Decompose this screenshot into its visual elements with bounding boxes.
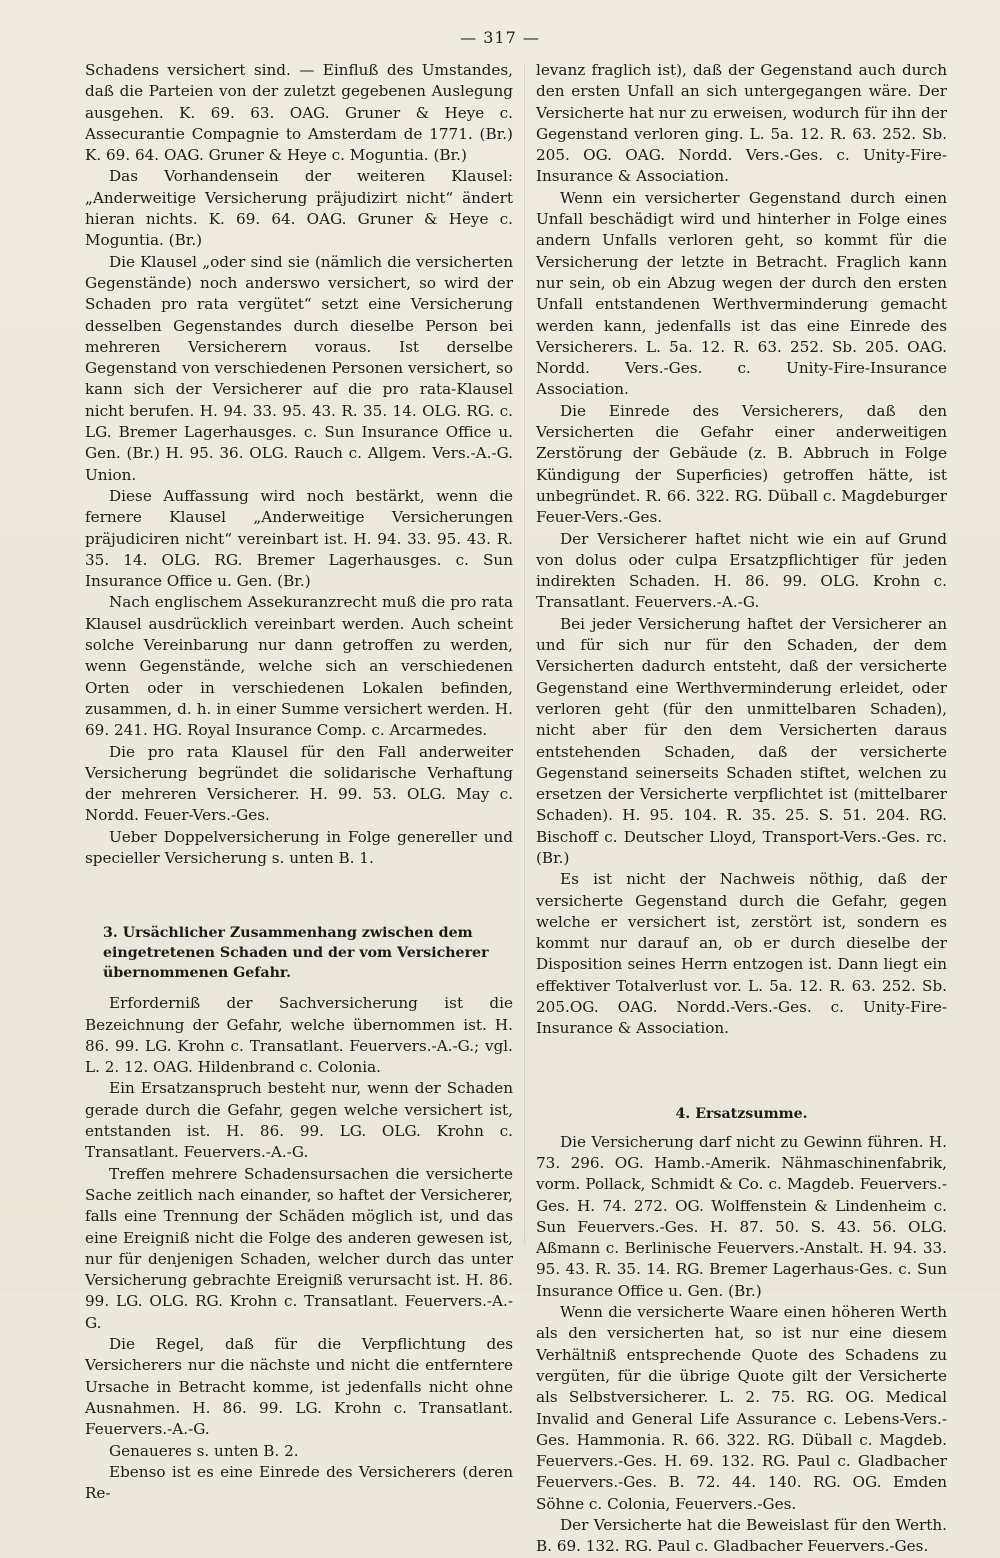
paragraph: Es ist nicht der Nachweis nöthig, daß der versicherte Gegenstand durch die Gefahr, gegen welche er versichert ist, zerstört ist, sondern es kommt nur darauf an, ob er durch dieselbe der Disposition seines Herrn entzogen ist. Dann liegt ein effektiver Totalverlust vor. L. 5a. 12. R. 63. 252. Sb. 205.OG. OAG. Nordd.-Vers.-Ges. c. Unity-Fire-Insurance & Association. xyxy=(536,870,947,1038)
section-spacer xyxy=(536,1040,947,1104)
paragraph: Ein Ersatzanspruch besteht nur, wenn der Schaden gerade durch die Gefahr, gegen welche versichert ist, entstanden ist. H. 86. 99. LG. OLG. Krohn c. Transatlant. Feuervers.-A.-G. xyxy=(85,1079,513,1162)
paragraph: Ebenso ist es eine Einrede des Versicherers (deren Re- xyxy=(85,1462,513,1503)
paragraph: Treffen mehrere Schadensursachen die versicherte Sache zeitlich nach einander, so haftet der Versicherer, falls eine Trennung der Schäden möglich ist, und das eine Ereigniß nicht die Folge des anderen gewesen ist, nur für denjenigen Schaden, welcher durch das unter Versicherung gebrachte Ereigniß verursacht ist. H. 86. 99. LG. OLG. RG. Krohn c. Transatlant. Feuervers.-A.-G. xyxy=(85,1164,513,1332)
section-spacer xyxy=(85,869,513,923)
paragraph: Nach englischem Assekuranzrecht muß die pro rata Klausel ausdrücklich vereinbart werden. Auch scheint solche Vereinbarung nur dann getroffen zu werden, wenn Gegenstände, welche sich an verschiedenen Orten oder in verschiedenen Lokalen befinden, zusammen, d. h. in einer Summe versichert werden. H. 69. 241. HG. Royal Insurance Comp. c. Arcarmedes. xyxy=(85,593,513,740)
paragraph: levanz fraglich ist), daß der Gegenstand auch durch den ersten Unfall an sich untergegangen wäre. Der Versicherte hat nur zu erweisen, wodurch für ihn der Gegenstand verloren ging. L. 5a. 12. R. 63. 252. Sb. 205. OG. OAG. Nordd. Vers.-Ges. c. Unity-Fire-Insurance & Association. xyxy=(536,61,947,186)
paragraph: Die Einrede des Versicherers, daß den Versicherten die Gefahr einer anderweitigen Zerstörung der Gebäude (z. B. Abbruch in Folge Kündigung der Superficies) getroffen hätte, ist unbegründet. R. 66. 322. RG. Düball c. Magdeburger Feuer-Vers.-Ges. xyxy=(536,401,947,527)
paragraph: Die pro rata Klausel für den Fall anderweiter Versicherung begründet die solidarische Verhaftung der mehreren Versicherer. H. 99. 53. OLG. May c. Nordd. Feuer-Vers.-Ges. xyxy=(85,742,513,825)
paragraph: Wenn die versicherte Waare einen höheren Werth als den versicherten hat, so ist nur eine diesem Verhältniß entsprechende Quote des Schadens zu vergüten, für die übrige Quote gilt der Versicherte als Selbstversicherer. L. 2. 75. RG. OG. Medical Invalid and General Life Assurance c. Lebens-Vers.-Ges. Hammonia. R. 66. 322. RG. Düball c. Magdeb. Feuervers.-Ges. H. 69. 132. RG. Paul c. Gladbacher Feuervers.-Ges. B. 72. 44. 140. RG. OG. Emden Söhne c. Colonia, Feuervers.-Ges. xyxy=(536,1303,947,1513)
paragraph: Ueber Doppelversicherung in Folge genereller und specieller Versicherung s. unten B. 1. xyxy=(85,827,513,867)
right-column xyxy=(536,60,947,1558)
page-number: — 317 — xyxy=(460,28,540,47)
section-heading: 3. Ursächlicher Zusammenhang zwischen dem eingetretenen Schaden und der vom Versicherer übernommenen Gefahr. xyxy=(103,925,489,982)
column-divider xyxy=(524,64,525,1244)
paragraph: Bei jeder Versicherung haftet der Versicherer an und für sich nur für den Schaden, der dem Versicherten dadurch entsteht, daß der versicherte Gegenstand eine Werthverminderung erleidet, oder verloren geht (für den unmittelbaren Schaden), nicht aber für den dem Versicherten daraus entstehenden Schaden, daß der versicherte Gegenstand seinerseits Schaden stiftet, welchen zu ersetzen der Versicherte verpflichtet ist (mittelbarer Schaden). H. 95. 104. R. 35. 25. S. 51. 204. RG. Bischoff c. Deutscher Lloyd, Transport-Vers.-Ges. rc. (Br.) xyxy=(536,614,947,867)
section-heading: 4. Ersatzsumme. xyxy=(675,1105,808,1122)
paragraph: Wenn ein versicherter Gegenstand durch einen Unfall beschädigt wird und hinterher in Folge eines andern Unfalls verloren geht, so kommt für die Versicherung der letzte in Betracht. Fraglich kann nur sein, ob ein Abzug wegen der durch den ersten Unfall entstandenen Werthverminderung gemacht werden kann, jedenfalls ist das eine Einrede des Versicherers. L. 5a. 12. R. 63. 252. Sb. 205. OAG. Nordd. Vers.-Ges. c. Unity-Fire-Insurance Association. xyxy=(536,188,947,399)
left-column xyxy=(85,60,513,1504)
paragraph: Das Vorhandensein der weiteren Klausel: „Anderweitige Versicherung präjudizirt nicht“ ändert hieran nichts. K. 69. 64. OAG. Gruner & Heye c. Moguntia. (Br.) xyxy=(85,167,513,250)
paragraph: Genaueres s. unten B. 2. xyxy=(109,1441,299,1460)
paragraph: Die Klausel „oder sind sie (nämlich die versicherten Gegenstände) noch anderswo versichert, so wird der Schaden pro rata vergütet“ setzt eine Versicherung desselben Gegenstandes durch dieselbe Person bei mehreren Versicherern voraus. Ist derselbe Gegenstand von verschiedenen Personen versichert, so kann sich der Versicherer auf die pro rata-Klausel nicht berufen. H. 94. 33. 95. 43. R. 35. 14. OLG. RG. c. LG. Bremer Lagerhausges. c. Sun Insurance Office u. Gen. (Br.) H. 95. 36. OLG. Rauch c. Allgem. Vers.-A.-G. Union. xyxy=(85,252,513,484)
paragraph: Erforderniß der Sachversicherung ist die Bezeichnung der Gefahr, welche übernommen ist. H. 86. 99. LG. Krohn c. Transatlant. Feuervers.-A.-G.; vgl. L. 2. 12. OAG. Hildenbrand c. Colonia. xyxy=(85,994,513,1077)
paragraph: Der Versicherer haftet nicht wie ein auf Grund von dolus oder culpa Ersatzpflichtiger für jeden indirekten Schaden. H. 86. 99. OLG. Krohn c. Transatlant. Feuervers.-A.-G. xyxy=(536,529,947,612)
paragraph: Der Versicherte hat die Beweislast für den Werth. B. 69. 132. RG. Paul c. Gladbacher Feuervers.-Ges. xyxy=(536,1516,947,1556)
paragraph: Die Regel, daß für die Verpflichtung des Versicherers nur die nächste und nicht die entferntere Ursache in Betracht komme, ist jedenfalls nicht ohne Ausnahmen. H. 86. 99. LG. Krohn c. Transatlant. Feuervers.-A.-G. xyxy=(85,1335,513,1439)
paragraph: Die Versicherung darf nicht zu Gewinn führen. H. 73. 296. OG. Hamb.-Amerik. Nähmaschinenfabrik, vorm. Pollack, Schmidt & Co. c. Magdeb. Feuervers.-Ges. H. 74. 272. OG. Wolffenstein & Lindenheim c. Sun Feuervers.-Ges. H. 87. 50. S. 43. 56. OLG. Aßmann c. Berlinische Feuervers.-Anstalt. H. 94. 33. 95. 43. R. 35. 14. RG. Bremer Lagerhaus-Ges. c. Sun Insurance Office u. Gen. (Br.) xyxy=(536,1132,947,1300)
paragraph: Diese Auffassung wird noch bestärkt, wenn die fernere Klausel „Anderweitige Versicherungen präjudiciren nicht“ vereinbart ist. H. 94. 33. 95. 43. R. 35. 14. OLG. RG. Bremer Lagerhausges. c. Sun Insurance Office u. Gen. (Br.) xyxy=(85,486,513,591)
paragraph: Schadens versichert sind. — Einfluß des Umstandes, daß die Parteien von der zuletzt gegebenen Auslegung ausgehen. K. 69. 63. OAG. Gruner & Heye c. Assecurantie Compagnie to Amsterdam de 1771. (Br.) K. 69. 64. OAG. Gruner & Heye c. Moguntia. (Br.) xyxy=(85,61,513,165)
